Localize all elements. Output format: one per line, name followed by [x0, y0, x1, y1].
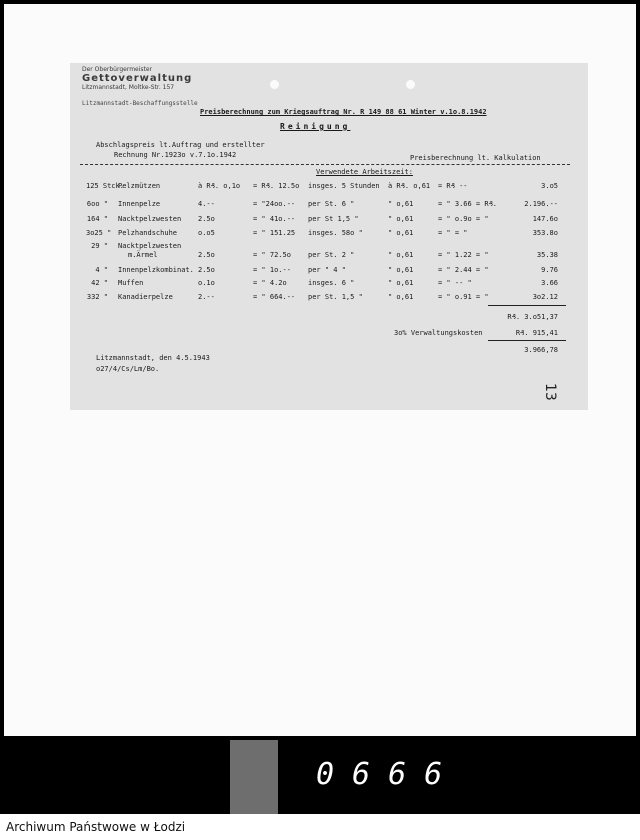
- unit-cost: = " -- ": [438, 279, 472, 287]
- table-row: [70, 266, 588, 277]
- table-row: [70, 242, 588, 262]
- quantity: 164 ": [86, 215, 108, 223]
- unit-price: 2.5o: [198, 215, 215, 223]
- row-total: 2.196.--: [524, 200, 558, 208]
- amount: = "24oo.--: [253, 200, 296, 208]
- letterhead-address: Litzmannstadt, Moltke-Str. 157: [82, 84, 175, 91]
- unit-price: o.o5: [198, 229, 215, 237]
- amount: = " 41o.--: [253, 215, 296, 223]
- sheet-number: 13: [542, 383, 558, 401]
- amount: = " 664.--: [253, 293, 296, 301]
- row-total: 3o2.12: [532, 293, 558, 301]
- row-total: 3.o5: [541, 182, 558, 190]
- unit-cost: = " 3.66 = R₰.: [438, 200, 498, 208]
- quantity: 42 ": [91, 279, 108, 287]
- punch-hole: [270, 80, 279, 89]
- document-subtitle: Reinigung: [280, 122, 351, 131]
- unit-price: 2.5o: [198, 251, 215, 259]
- quantity: 332 ": [86, 293, 108, 301]
- item-name: Kanadierpelze: [118, 293, 173, 301]
- unit-price: à R₰. o,1o: [198, 182, 241, 190]
- unit-price: 2.--: [198, 293, 215, 301]
- work-hours: insges. 58o ": [308, 229, 363, 237]
- document-title: Preisberechnung zum Kriegsauftrag Nr. R 149 88 61 Winter v.1o.8.1942: [200, 108, 487, 116]
- subtotal: R₰. 3.o51,37: [507, 313, 558, 321]
- unit-price: o.1o: [198, 279, 215, 287]
- hourly-rate: " o,61: [388, 251, 414, 259]
- place-date: Litzmannstadt, den 4.5.1943: [96, 354, 210, 362]
- archive-footer: [0, 814, 640, 840]
- amount: = R₰. 12.5o: [253, 182, 300, 190]
- sum-rule: [488, 340, 566, 341]
- row-total: 35.38: [536, 251, 558, 259]
- grand-total: 3.966,78: [524, 346, 558, 354]
- unit-price: 4.--: [198, 200, 215, 208]
- amount: = " 72.5o: [253, 251, 291, 259]
- work-hours: insges. 6 ": [308, 279, 355, 287]
- letterhead-office: Gettoverwaltung: [82, 73, 193, 84]
- invoice-reference: Rechnung Nr.1923o v.7.1o.1942: [114, 151, 237, 159]
- work-hours: per St. 2 ": [308, 251, 355, 259]
- hourly-rate: " o,61: [388, 200, 414, 208]
- unit-cost: = R₰ --: [438, 182, 468, 190]
- item-name: Nacktpelzwesten: [118, 242, 182, 250]
- letterhead-bureau: Litzmannstadt-Beschaffungsstelle: [82, 100, 198, 107]
- advance-price-header: Abschlagspreis lt.Auftrag und erstellter: [96, 141, 265, 149]
- unit-cost: = " o.9o = ": [438, 215, 489, 223]
- film-tag: [230, 740, 278, 814]
- item-name: Muffen: [118, 279, 144, 287]
- file-reference: o27/4/Cs/Lm/Bo.: [96, 365, 160, 373]
- row-total: 3.66: [541, 279, 558, 287]
- worktime-header: Verwendete Arbeitszeit:: [316, 168, 413, 176]
- item-name: Innenpelze: [118, 200, 161, 208]
- item-name: Pelzmützen: [118, 182, 161, 190]
- table-row: [70, 215, 588, 226]
- letterhead: [82, 65, 192, 92]
- unit-price: 2.5o: [198, 266, 215, 274]
- row-total: 147.6o: [532, 215, 558, 223]
- admin-cost-label: 3o% Verwaltungskosten: [394, 329, 483, 337]
- hourly-rate: " o,61: [388, 215, 414, 223]
- row-total: 353.8o: [532, 229, 558, 237]
- table-row: [70, 182, 588, 193]
- quantity: 6oo ": [86, 200, 108, 208]
- sum-rule: [488, 305, 566, 306]
- unit-cost: = " 1.22 = ": [438, 251, 489, 259]
- amount: = " 4.2o: [253, 279, 287, 287]
- quantity: 125 Stck.: [86, 182, 124, 190]
- document-sheet: [70, 63, 588, 410]
- dashed-divider: [80, 164, 570, 165]
- amount: = " 1o.--: [253, 266, 291, 274]
- item-name: Nacktpelzwesten: [118, 215, 182, 223]
- quantity: 3o25 ": [86, 229, 112, 237]
- archive-name: Archiwum Państwowe w Łodzi: [6, 820, 186, 834]
- quantity: 29 ": [91, 242, 108, 250]
- item-name: Pelzhandschuhe: [118, 229, 178, 237]
- admin-cost-amount: R₰. 915,41: [515, 329, 558, 337]
- item-name: Innenpelzkombinat.: [118, 266, 194, 274]
- hourly-rate: " o,61: [388, 229, 414, 237]
- unit-cost: = " 2.44 = ": [438, 266, 489, 274]
- table-row: [70, 200, 588, 211]
- table-row: [70, 229, 588, 240]
- work-hours: per St 1,5 ": [308, 215, 359, 223]
- work-hours: insges. 5 Stunden: [308, 182, 380, 190]
- frame-number: 0666: [316, 757, 461, 792]
- quantity: 4 ": [95, 266, 108, 274]
- unit-cost: = " = ": [438, 229, 468, 237]
- punch-hole: [406, 80, 415, 89]
- hourly-rate: " o,61: [388, 279, 414, 287]
- hourly-rate: à R₰. o,61: [388, 182, 431, 190]
- item-name-detail: m.Ärmel: [128, 251, 158, 259]
- hourly-rate: " o,61: [388, 266, 414, 274]
- calculation-header: Preisberechnung lt. Kalkulation: [410, 154, 541, 162]
- table-row: [70, 293, 588, 304]
- table-row: [70, 279, 588, 290]
- work-hours: per St. 1,5 ": [308, 293, 363, 301]
- letterhead-line: Der Oberbürgermeister: [82, 66, 153, 73]
- unit-cost: = " o.91 = ": [438, 293, 489, 301]
- hourly-rate: " o,61: [388, 293, 414, 301]
- work-hours: per St. 6 ": [308, 200, 355, 208]
- row-total: 9.76: [541, 266, 558, 274]
- amount: = " 151.25: [253, 229, 296, 237]
- work-hours: per " 4 ": [308, 266, 346, 274]
